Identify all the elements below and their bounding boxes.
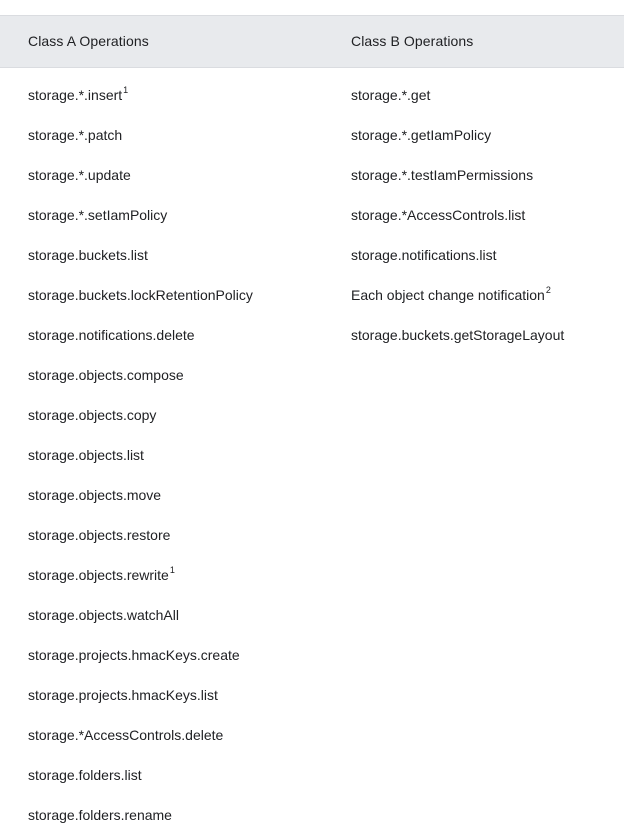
class-a-cell-text: storage.projects.hmacKeys.create [28, 647, 240, 663]
class-b-cell [351, 268, 564, 308]
class-a-cell-text: storage.objects.watchAll [28, 607, 179, 623]
class-b-cell [351, 308, 564, 348]
class-a-cell [28, 308, 253, 348]
class-a-cell [28, 668, 253, 708]
operations-table [0, 15, 624, 823]
class-a-cell [28, 788, 253, 828]
class-a-column [28, 68, 253, 828]
class-a-cell-text: storage.*.update [28, 167, 131, 183]
class-b-cell [351, 108, 564, 148]
class-a-cell-text: storage.*.insert [28, 87, 123, 103]
class-a-cell [28, 348, 253, 388]
class-a-cell [28, 628, 253, 668]
class-a-cell [28, 708, 253, 748]
class-b-cell-text: storage.*.get [351, 87, 431, 103]
class-a-cell [28, 548, 253, 588]
class-a-cell-text: storage.objects.list [28, 447, 144, 463]
class-b-cell [351, 188, 564, 228]
class-a-cell-text: storage.buckets.lockRetentionPolicy [28, 287, 253, 303]
class-a-cell [28, 148, 253, 188]
class-a-cell [28, 748, 253, 788]
class-b-cell-text: Each object change notification [351, 287, 545, 303]
class-a-cell-text: storage.*.setIamPolicy [28, 207, 168, 223]
footnote-marker: 1 [123, 85, 129, 96]
class-b-cell-text: storage.*AccessControls.list [351, 207, 526, 223]
class-a-cell [28, 268, 253, 308]
class-a-cell [28, 508, 253, 548]
class-a-cell-text: storage.projects.hmacKeys.list [28, 687, 218, 703]
class-a-cell [28, 108, 253, 148]
class-a-cell-text: storage.folders.list [28, 767, 142, 783]
class-b-column [351, 68, 564, 348]
class-b-header: Class B Operations [351, 33, 474, 49]
class-a-header: Class A Operations [28, 33, 149, 49]
footnote-marker: 2 [545, 285, 551, 296]
class-a-cell-text: storage.objects.copy [28, 407, 157, 423]
class-b-cell [351, 68, 564, 108]
footnote-marker: 1 [169, 565, 175, 576]
class-a-cell-text: storage.folders.rename [28, 807, 172, 823]
class-a-cell [28, 588, 253, 628]
class-a-cell-text: storage.objects.restore [28, 527, 171, 543]
class-b-cell-text: storage.*.testIamPermissions [351, 167, 534, 183]
table-header-row [0, 15, 624, 68]
class-a-cell [28, 388, 253, 428]
class-a-cell [28, 468, 253, 508]
class-a-cell-text: storage.objects.move [28, 487, 162, 503]
class-a-cell-text: storage.notifications.delete [28, 327, 195, 343]
class-a-cell-text: storage.buckets.list [28, 247, 148, 263]
class-a-cell [28, 68, 253, 108]
class-a-cell-text: storage.objects.rewrite [28, 567, 169, 583]
class-b-cell-text: storage.*.getIamPolicy [351, 127, 492, 143]
class-a-cell-text: storage.*AccessControls.delete [28, 727, 224, 743]
class-a-cell-text: storage.objects.compose [28, 367, 184, 383]
class-a-cell [28, 428, 253, 468]
class-b-cell [351, 148, 564, 188]
class-a-cell-text: storage.*.patch [28, 127, 123, 143]
class-a-cell [28, 188, 253, 228]
class-b-cell-text: storage.buckets.getStorageLayout [351, 327, 565, 343]
class-a-cell [28, 228, 253, 268]
class-b-cell-text: storage.notifications.list [351, 247, 497, 263]
class-b-cell [351, 228, 564, 268]
